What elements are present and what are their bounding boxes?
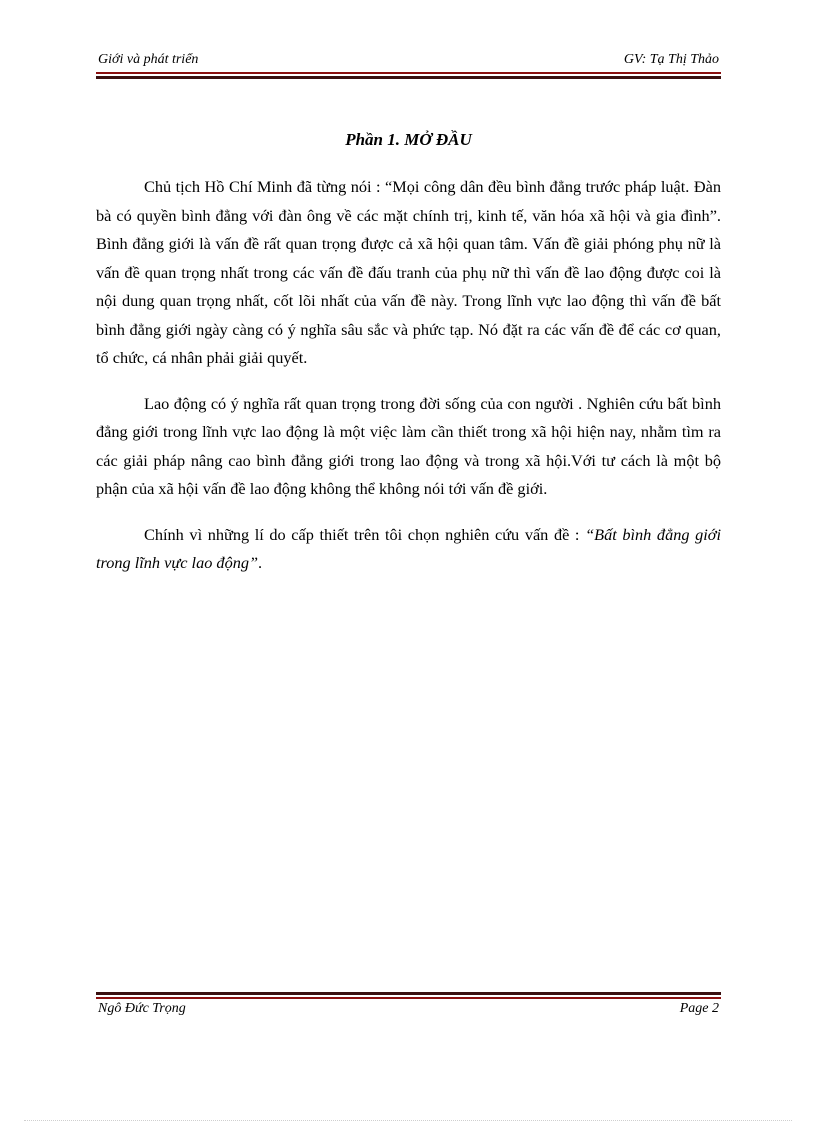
section-title: Phần 1. MỞ ĐẦU bbox=[345, 130, 472, 149]
header-teacher: GV: Tạ Thị Thảo bbox=[623, 52, 719, 67]
footer-rule-thin bbox=[96, 997, 721, 999]
paragraph-2: Lao động có ý nghĩa rất quan trọng trong đời sống của con người . Nghiên cứu bất bình đẳng giới trong lĩnh vực lao động là một việc làm cần thiết trong xã hội hiện nay, nhằm tìm ra các giải pháp nâng cao bình đẳng giới trong lao động và trong xã hội.Với tư cách là một bộ phận của xã hội vấn đề lao động không thể không nói tới vấn đề giới. bbox=[96, 393, 721, 498]
page-bottom-border bbox=[24, 1120, 792, 1121]
research-topic-quote: “Bất bình đẳng giới trong lĩnh vực lao động” bbox=[96, 524, 721, 572]
paragraph-3-text: Chính vì những lí do cấp thiết trên tôi chọn nghiên cứu vấn đề : bbox=[144, 524, 586, 544]
page-header bbox=[96, 52, 721, 72]
page-number: Page 2 bbox=[679, 1001, 719, 1016]
paragraph-3-end: . bbox=[258, 553, 263, 572]
paragraph-1: Chủ tịch Hồ Chí Minh đã từng nói : “Mọi công dân đều bình đẳng trước pháp luật. Đàn bà có quyền bình đẳng với đàn ông về các mặt chính trị, kinh tế, văn hóa xã hội và gia đình”. Bình đẳng giới là vấn đề rất quan trọng được cả xã hội quan tâm. Vấn đề giải phóng phụ nữ là vấn đề quan trọng nhất trong các vấn đề đấu tranh của phụ nữ thì vấn đề lao động được coi là nội dung quan trọng nhất, cốt lõi nhất của vấn đề này. Trong lĩnh vực lao động thì vấn đề bất bình đẳng giới ngày càng có ý nghĩa sâu sắc và phức tạp. Nó đặt ra các vấn đề để các cơ quan, tổ chức, cá nhân phải giải quyết. bbox=[96, 177, 721, 367]
header-rule-thin bbox=[96, 72, 721, 74]
paragraph-3 bbox=[96, 521, 721, 578]
document-body bbox=[96, 173, 721, 578]
header-course-title: Giới và phát triển bbox=[98, 52, 199, 67]
footer-author: Ngô Đức Trọng bbox=[98, 1001, 186, 1016]
footer-rule-thick bbox=[96, 992, 721, 995]
header-rule-thick bbox=[96, 76, 721, 79]
page-footer bbox=[96, 1001, 721, 1021]
